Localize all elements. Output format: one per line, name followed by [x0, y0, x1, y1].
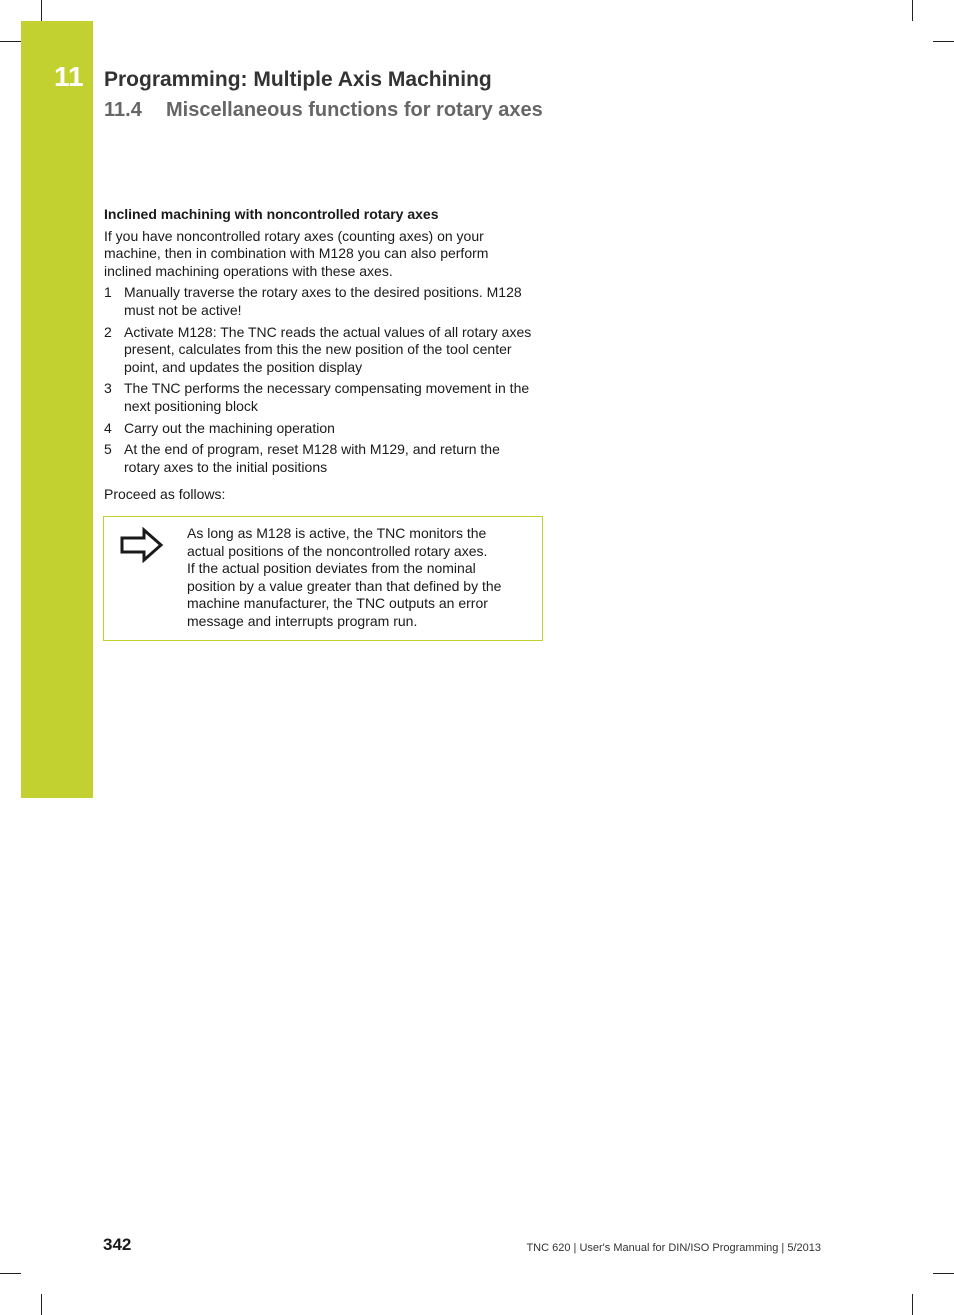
chapter-sidebar — [21, 21, 93, 798]
crop-mark — [933, 1273, 954, 1274]
note-text — [187, 525, 527, 631]
step-text: At the end of program, reset M128 with M129, and return the rotary axes to the initial positions — [124, 441, 500, 475]
crop-mark — [0, 41, 21, 42]
section-title-text: Miscellaneous functions for rotary axes — [166, 99, 543, 121]
note-line: If the actual position deviates from the nominal position by a value greater than that defined by the machine manufacturer, the TNC outputs an error message and interrupts program run. — [187, 560, 502, 629]
crop-mark — [933, 41, 954, 42]
crop-mark — [912, 0, 913, 21]
step-text: Manually traverse the rotary axes to the desired positions. M128 must not be active! — [124, 284, 522, 318]
list-item — [104, 420, 536, 438]
step-text: Activate M128: The TNC reads the actual values of all rotary axes present, calculates from this the new position of the tool center point, and updates the position display — [124, 323, 532, 375]
crop-mark — [0, 1273, 21, 1274]
step-number: 5 — [104, 441, 112, 458]
chapter-number: 11 — [54, 61, 84, 92]
crop-mark — [912, 1294, 913, 1315]
step-number: 1 — [104, 284, 112, 301]
step-text: Carry out the machining operation — [124, 419, 335, 436]
step-number: 2 — [104, 323, 112, 340]
step-number: 3 — [104, 380, 112, 397]
section-number: 11.4 — [104, 99, 142, 121]
proceed-text: Proceed as follows: — [104, 486, 226, 503]
page-number: 342 — [103, 1235, 132, 1254]
intro-paragraph: If you have noncontrolled rotary axes (counting axes) on your machine, then in combination with M128 you can also perform inclined machining operations with these axes. — [104, 227, 489, 279]
steps-list — [104, 284, 536, 476]
arrow-right-icon — [120, 527, 164, 563]
note-line: As long as M128 is active, the TNC monitors the actual positions of the noncontrolled rotary axes. — [187, 525, 488, 559]
list-item — [104, 324, 536, 377]
list-item — [104, 441, 536, 476]
section-title — [104, 99, 543, 122]
footer-text: TNC 620 | User's Manual for DIN/ISO Programming | 5/2013 — [526, 1242, 821, 1254]
crop-mark — [41, 1294, 42, 1315]
crop-mark — [41, 0, 42, 21]
subheading: Inclined machining with noncontrolled rotary axes — [104, 206, 439, 222]
main-content — [104, 206, 536, 508]
list-item — [104, 380, 536, 415]
step-text: The TNC performs the necessary compensating movement in the next positioning block — [124, 380, 530, 414]
step-number: 4 — [104, 419, 112, 436]
list-item — [104, 284, 536, 319]
chapter-title: Programming: Multiple Axis Machining — [104, 68, 492, 91]
note-box — [103, 516, 543, 641]
